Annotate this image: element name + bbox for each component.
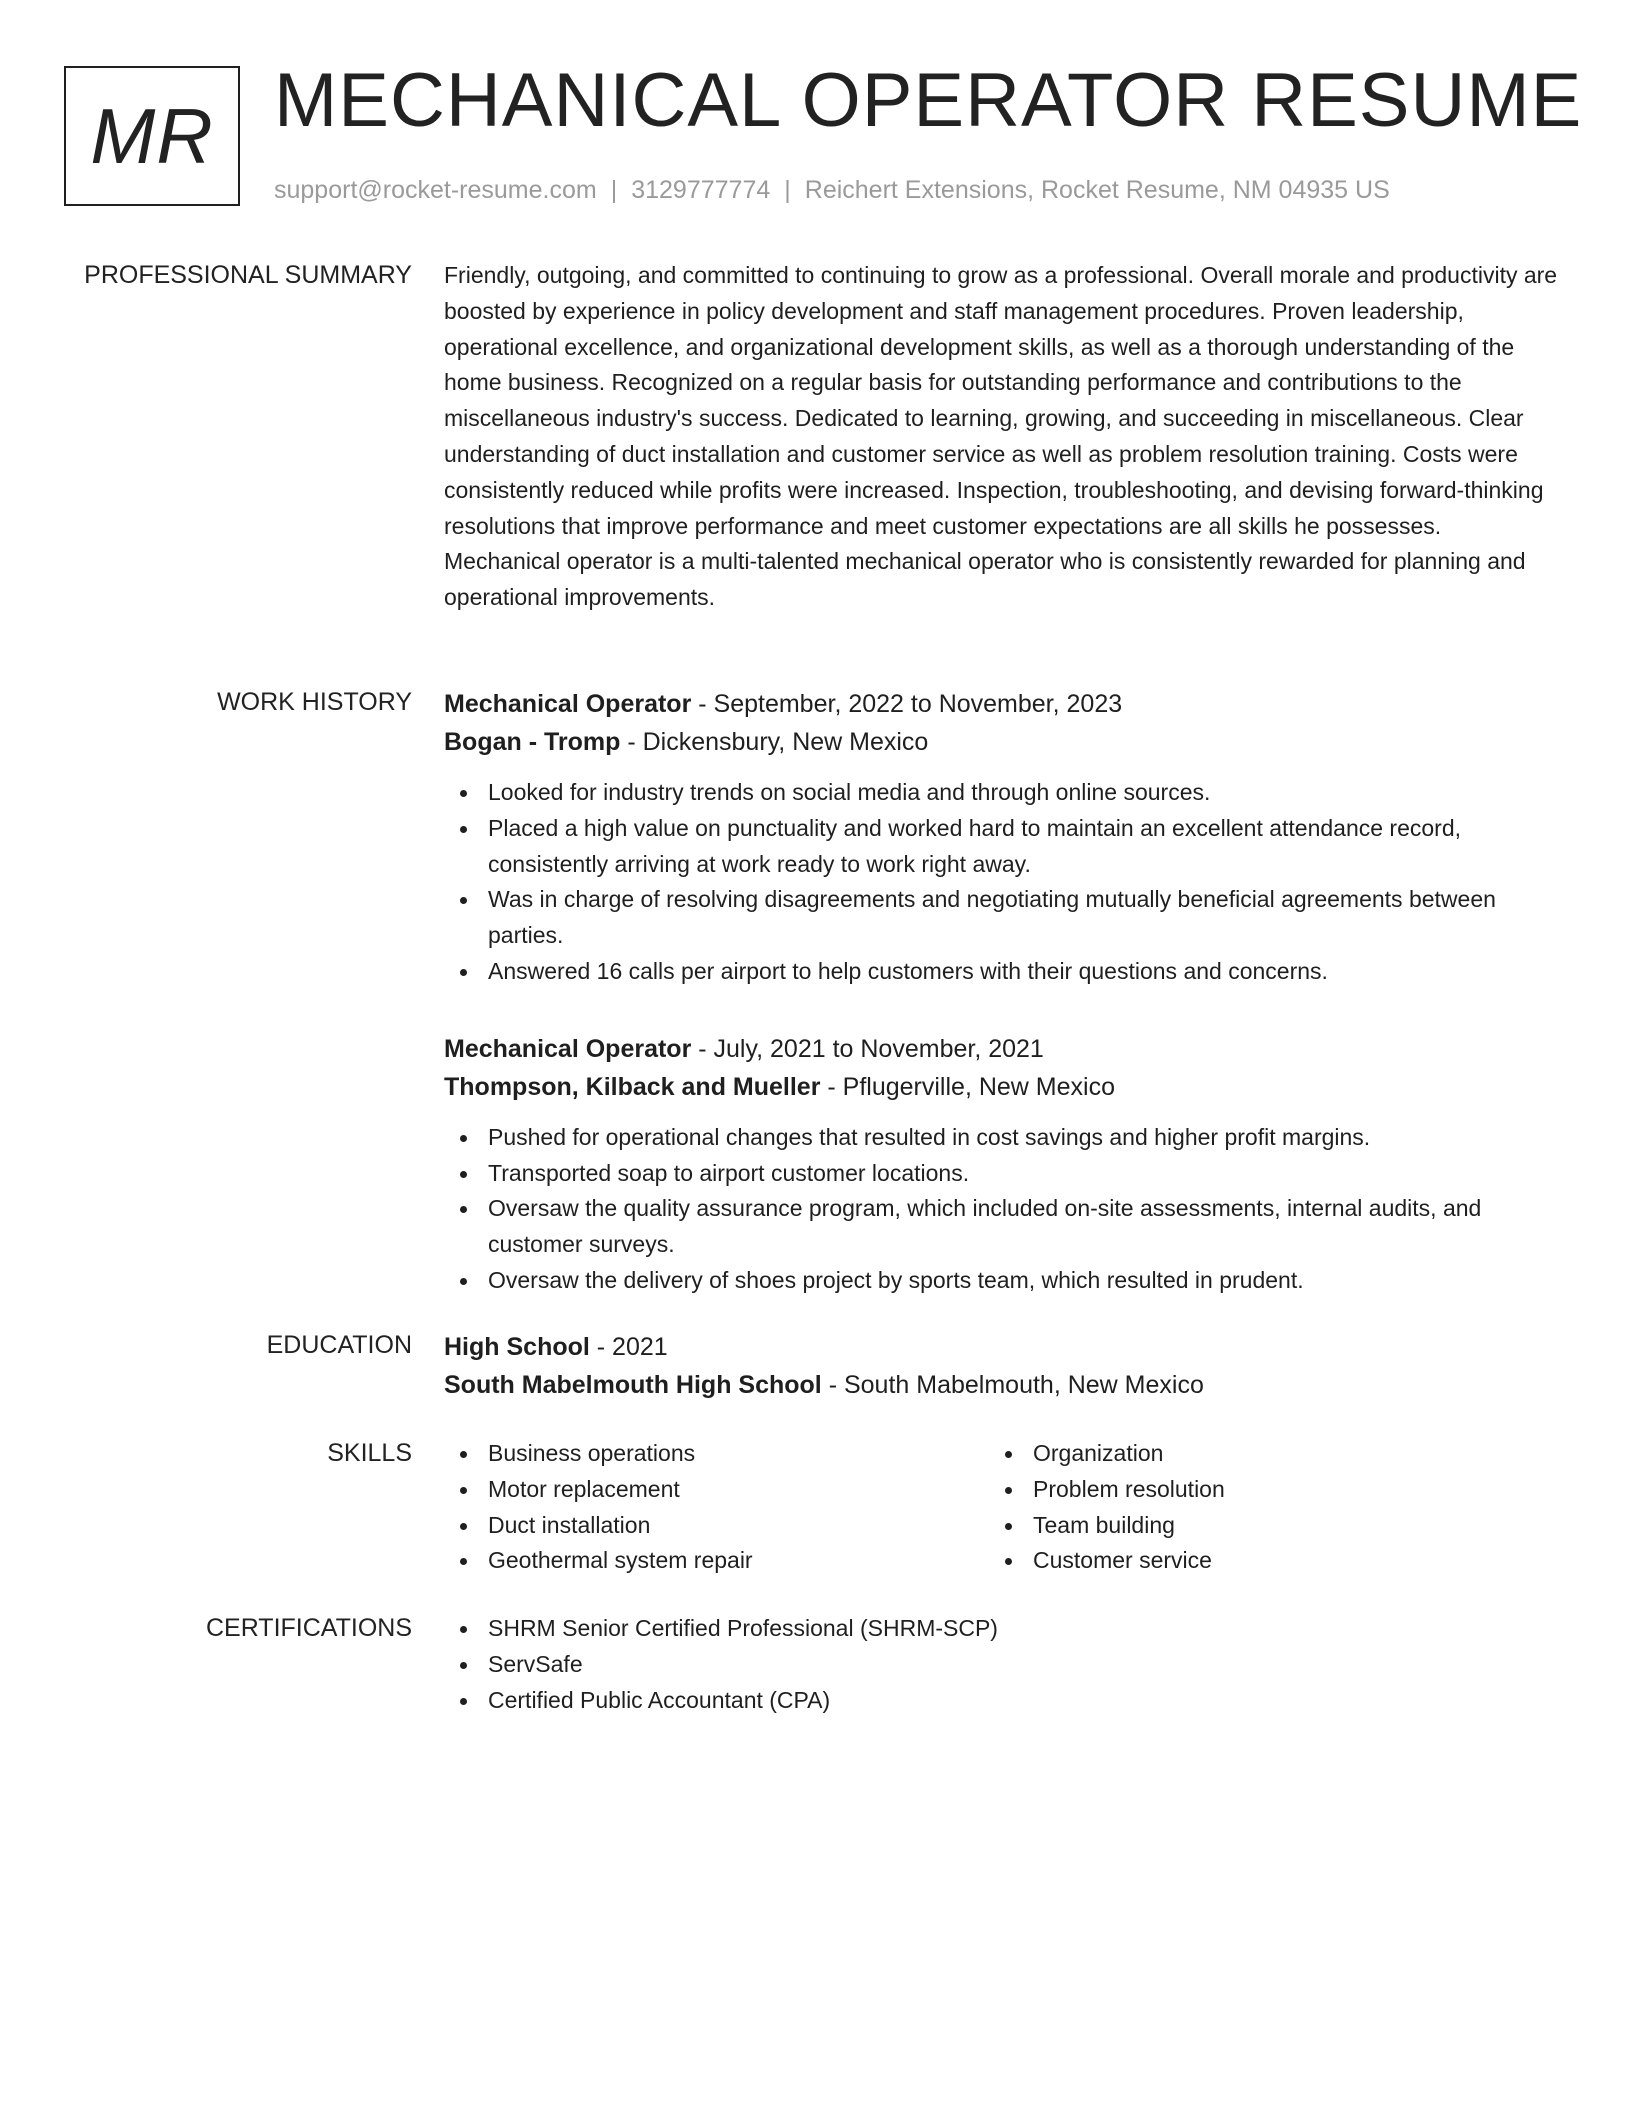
education-school-line [444,1366,1559,1404]
job-bullet: Looked for industry trends on social media and through online sources. [444,775,1559,811]
skill-item: Business operations [444,1436,989,1472]
skill-item: Problem resolution [989,1472,1534,1508]
education-degree-line [444,1328,1559,1366]
skill-item: Organization [989,1436,1534,1472]
job-entry [444,685,1559,990]
job-company-line [444,1068,1559,1106]
skills-heading: SKILLS [327,1439,412,1467]
job-bullet: Pushed for operational changes that resulted in cost savings and higher profit margins. [444,1120,1559,1156]
skill-item: Geothermal system repair [444,1543,989,1579]
education-body [444,1328,1559,1404]
work-history-heading: WORK HISTORY [217,688,412,716]
skill-item: Motor replacement [444,1472,989,1508]
job-bullets [444,775,1559,990]
skill-item: Customer service [989,1543,1534,1579]
job-company-line [444,723,1559,761]
education-school: South Mabelmouth High School [444,1371,822,1399]
job-location: - Pflugerville, New Mexico [820,1072,1115,1101]
skill-item: Duct installation [444,1508,989,1544]
job-bullet: Was in charge of resolving disagreements and negotiating mutually beneficial agreements between parties. [444,882,1559,954]
job-dates: - September, 2022 to November, 2023 [691,690,1123,718]
certification-item: SHRM Senior Certified Professional (SHRM-SCP) [444,1611,1559,1647]
certification-item: Certified Public Accountant (CPA) [444,1683,1559,1719]
certification-item: ServSafe [444,1647,1559,1683]
job-company: Bogan - Tromp [444,728,621,756]
job-bullets [444,1120,1559,1299]
initials-monogram: MR [64,66,240,206]
contact-separator: | [610,176,618,204]
summary-heading: PROFESSIONAL SUMMARY [84,261,412,289]
job-bullet: Placed a high value on punctuality and worked hard to maintain an excellent attendance record, consistently arriving at work ready to work right away. [444,811,1559,883]
skills-body [444,1436,1559,1579]
job-bullet: Transported soap to airport customer locations. [444,1156,1559,1192]
job-title-line [444,685,1559,723]
summary-body [444,258,1559,616]
work-history-body [444,685,1559,1299]
education-year: - 2021 [589,1333,668,1361]
education-location: - South Mabelmouth, New Mexico [821,1371,1204,1399]
skills-list-left [444,1436,989,1579]
certifications-body [444,1611,1559,1718]
education-heading: EDUCATION [266,1331,412,1359]
summary-text: Friendly, outgoing, and committed to continuing to grow as a professional. Overall morale and productivity are boosted by experience in policy development and staff management procedures. Proven leadership, operational excellence, and organizational development skills, as well as a thorough understanding of the home business. Recognized on a regular basis for outstanding performance and contributions to the miscellaneous industry's success. Dedicated to learning, growing, and succeeding in miscellaneous. Clear understanding of duct installation and customer service as well as problem resolution training. Costs were consistently reduced while profits were increased. Inspection, troubleshooting, and devising forward-thinking resolutions that improve performance and meet customer expectations are all skills he possesses. Mechanical operator is a multi-talented mechanical operator who is consistently rewarded for planning and operational improvements. [444,262,1558,611]
job-title: Mechanical Operator [444,690,692,718]
job-title: Mechanical Operator [444,1034,692,1063]
job-title-line [444,1030,1559,1068]
certifications-heading: CERTIFICATIONS [205,1614,412,1642]
job-company: Thompson, Kilback and Mueller [444,1072,821,1101]
job-dates: - July, 2021 to November, 2021 [691,1034,1044,1063]
contact-separator: | [784,176,791,204]
job-location: - Dickensbury, New Mexico [620,728,929,756]
contact-email[interactable]: support@rocket-resume.com [274,176,597,204]
contact-phone[interactable]: 3129777774 [631,176,771,204]
job-bullet: Oversaw the delivery of shoes project by sports team, which resulted in prudent. [444,1263,1559,1299]
job-entry [444,1030,1559,1299]
skill-item: Team building [989,1508,1534,1544]
skills-list-right [989,1436,1534,1579]
job-bullet: Oversaw the quality assurance program, which included on-site assessments, internal audits, and customer surveys. [444,1191,1559,1263]
contact-line [274,174,1390,206]
contact-address: Reichert Extensions, Rocket Resume, NM 04935 US [804,176,1390,204]
resume-title: MECHANICAL OPERATOR RESUME [274,58,1583,143]
education-degree: High School [444,1333,590,1361]
certifications-list [444,1611,1559,1718]
job-bullet: Answered 16 calls per airport to help customers with their questions and concerns. [444,954,1559,990]
